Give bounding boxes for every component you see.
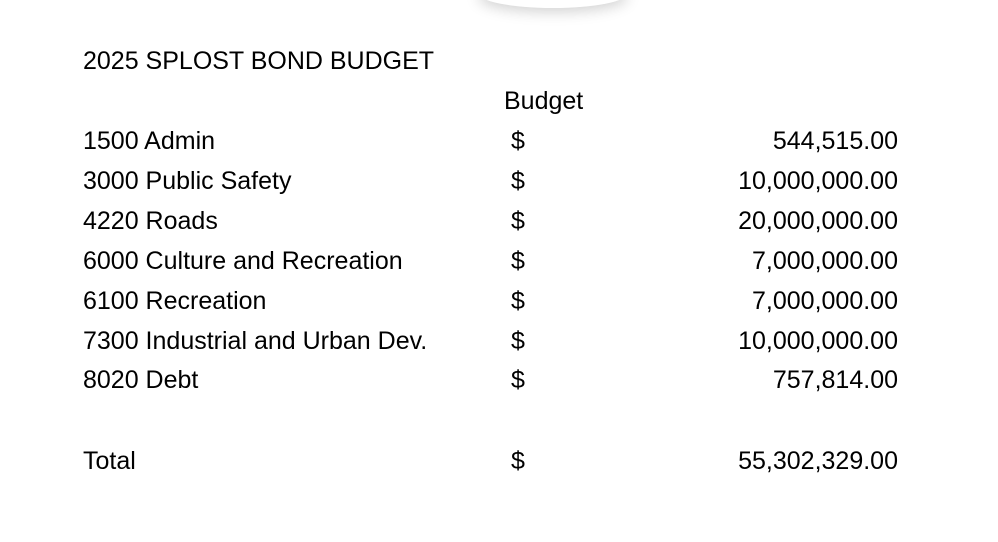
total-currency: $	[511, 447, 525, 475]
row-label: 6100 Recreation	[83, 287, 267, 315]
row-label: 1500 Admin	[83, 127, 216, 155]
budget-row	[0, 166, 998, 196]
budget-row	[0, 365, 998, 395]
row-currency: $	[511, 247, 525, 275]
budget-row	[0, 206, 998, 236]
row-currency: $	[511, 287, 525, 315]
row-currency: $	[511, 167, 525, 195]
row-amount: 10,000,000.00	[738, 167, 898, 195]
row-currency: $	[511, 127, 525, 155]
row-amount: 10,000,000.00	[738, 327, 898, 355]
row-amount: 544,515.00	[772, 127, 898, 155]
total-amount: 55,302,329.00	[738, 447, 898, 475]
row-amount: 7,000,000.00	[752, 247, 898, 275]
document-title: 2025 SPLOST BOND BUDGET	[83, 47, 435, 75]
row-currency: $	[511, 366, 525, 394]
budget-row	[0, 326, 998, 356]
row-amount: 7,000,000.00	[752, 287, 898, 315]
row-label: 6000 Culture and Recreation	[83, 247, 403, 275]
budget-row	[0, 246, 998, 276]
budget-row	[0, 286, 998, 316]
row-currency: $	[511, 207, 525, 235]
row-label: 7300 Industrial and Urban Dev.	[83, 327, 428, 355]
row-label: 3000 Public Safety	[83, 167, 292, 195]
row-amount: 757,814.00	[772, 366, 898, 394]
total-label: Total	[83, 447, 136, 475]
total-row	[0, 446, 998, 476]
row-label: 4220 Roads	[83, 207, 218, 235]
row-label: 8020 Debt	[83, 366, 199, 394]
row-currency: $	[511, 327, 525, 355]
budget-row	[0, 126, 998, 156]
budget-column-header: Budget	[504, 87, 584, 115]
row-amount: 20,000,000.00	[738, 207, 898, 235]
